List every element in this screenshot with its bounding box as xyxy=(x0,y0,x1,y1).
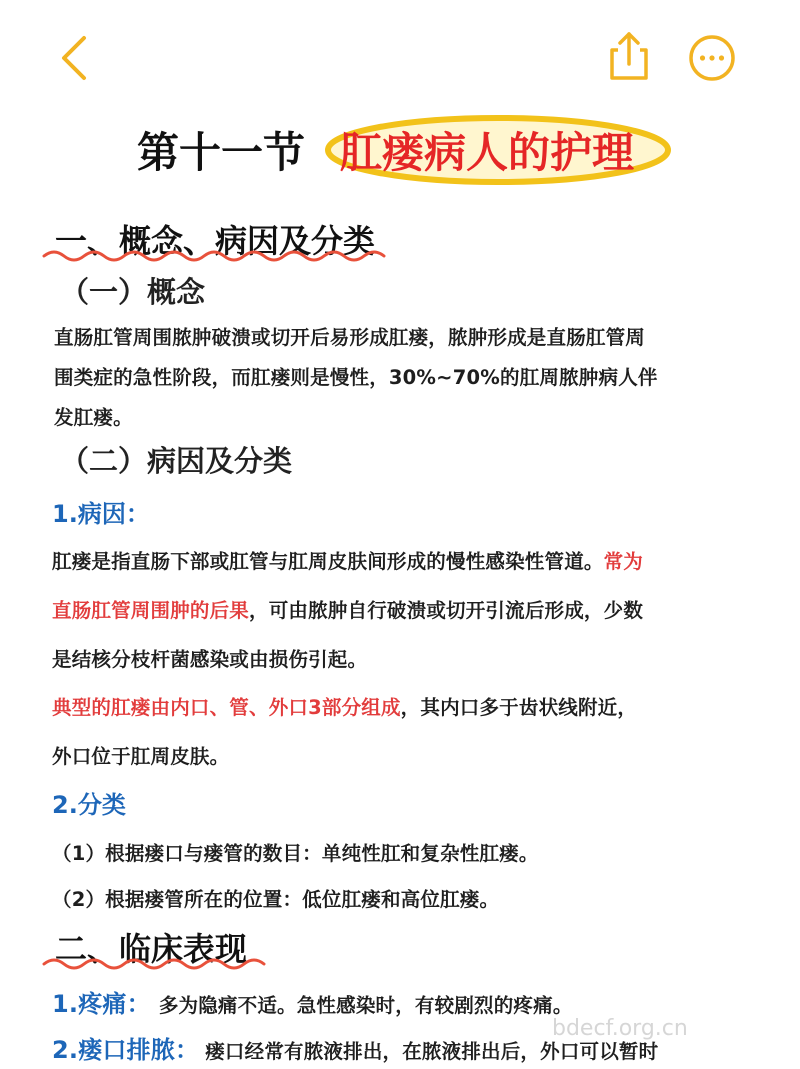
page-title xyxy=(0,112,800,192)
wavy-underline-2 xyxy=(42,956,268,972)
classification-item-2: （2）根据瘘管所在的位置：低位肛瘘和高位肛瘘。 xyxy=(52,888,500,911)
chevron-left-icon[interactable] xyxy=(56,34,96,82)
cause-line-1 xyxy=(52,546,643,574)
section-heading-1: 一、概念、病因及分类 xyxy=(55,222,376,260)
structure-line-2: 外口位于肛周皮肤。 xyxy=(52,745,230,768)
definition-line-1: 直肠肛管周围脓肿破溃或切开后易形成肛瘘，脓肿形成是直肠肛管周 xyxy=(54,326,646,349)
symptom-pain-label: 1.疼痛： xyxy=(52,990,151,1018)
symptom-pus-text: 瘘口经常有脓液排出，在脓液排出后，外口可以暂时 xyxy=(205,1040,659,1063)
wavy-underline-1 xyxy=(42,248,394,264)
symptom-pain-text: 多为隐痛不适。急性感染时，有较剧烈的疼痛。 xyxy=(158,994,573,1017)
classification-heading: 2.分类 xyxy=(52,791,126,819)
title-highlight: 肛瘘病人的护理 xyxy=(340,128,635,177)
cause-line-3: 是结核分枝杆菌感染或由损伤引起。 xyxy=(52,648,368,671)
subheading-concept: （一）概念 xyxy=(60,275,206,309)
top-toolbar xyxy=(0,0,800,110)
watermark: bdecf.org.cn xyxy=(552,1016,688,1041)
classification-item-1: （1）根据瘘口与瘘管的数目：单纯性肛和复杂性肛瘘。 xyxy=(52,842,539,865)
cause-line-1-text: 肛瘘是指直肠下部或肛管与肛周皮肤间形成的慢性感染性管道。 xyxy=(52,550,604,573)
structure-line-1-text: ，其内口多于齿状线附近， xyxy=(400,696,638,719)
section-heading-2: 二、临床表现 xyxy=(55,930,248,968)
cause-line-1-emphasis: 常为 xyxy=(603,550,644,573)
share-icon[interactable] xyxy=(604,30,654,82)
definition-line-3: 发肛瘘。 xyxy=(54,406,133,429)
more-icon[interactable] xyxy=(688,34,736,82)
definition-line-2: 围类症的急性阶段，而肛瘘则是慢性，30%~70%的肛周脓肿病人伴 xyxy=(54,366,658,389)
cause-heading: 1.病因： xyxy=(52,500,150,528)
subheading-cause-class: （二）病因及分类 xyxy=(60,444,293,478)
cause-line-2-emphasis: 直肠肛管周围肿的后果 xyxy=(52,599,250,622)
symptom-pus-label: 2.瘘口排脓： xyxy=(52,1036,200,1064)
symptom-pain xyxy=(52,984,573,1019)
cause-line-2 xyxy=(52,595,643,623)
structure-line-1 xyxy=(52,692,637,720)
structure-emphasis: 典型的肛瘘由内口、管、外口3部分组成 xyxy=(52,696,401,719)
cause-line-2-text: ，可由脓肿自行破溃或切开引流后形成，少数 xyxy=(249,599,644,622)
title-prefix: 第十一节 xyxy=(137,128,306,177)
